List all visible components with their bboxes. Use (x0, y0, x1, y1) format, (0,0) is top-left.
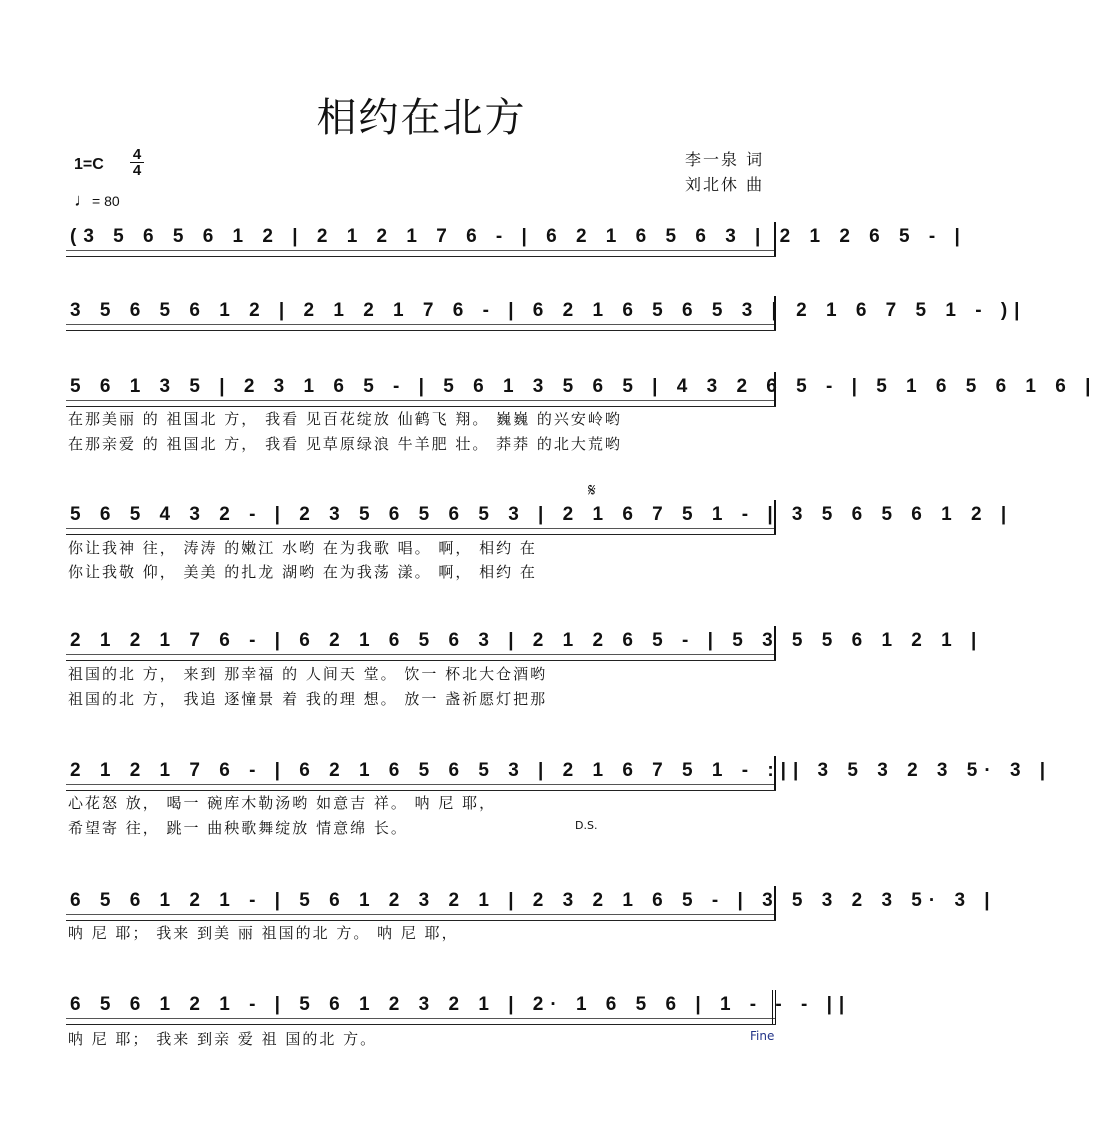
lyricist-credit: 李一泉 词 (685, 150, 765, 169)
tempo-marking (74, 190, 120, 211)
barline (774, 296, 776, 330)
composer-credit: 刘北休 曲 (685, 175, 765, 194)
lyric-line-6-verse-2: 希望寄 往， 跳一 曲秧歌舞绽放 情意绵 长。 (68, 819, 408, 837)
score-line-1 (66, 222, 967, 257)
notation: 6 5 6 1 2 1 - | 5 6 1 2 3 2 1 | 2· 1 6 5 6 | 1 - - - || (70, 994, 852, 1015)
fine-marking: Fine (750, 1029, 775, 1043)
barline (774, 626, 776, 660)
score-line-2 (66, 296, 1027, 331)
lyric-line-4-verse-2: 你让我敬 仰， 美美 的扎龙 湖哟 在为我荡 漾。 啊， 相约 在 (68, 563, 537, 581)
lyric-line-8: 呐 尼 耶； 我来 到亲 爱 祖 国的北 方。 (68, 1030, 378, 1048)
key-signature: 1=C (74, 156, 104, 173)
final-barline (772, 990, 776, 1024)
ds-marking: D.S. (575, 819, 598, 832)
time-signature (130, 147, 144, 178)
time-signature-bottom: 4 (132, 162, 142, 179)
notation: 2 1 2 1 7 6 - | 6 2 1 6 5 6 3 | 2 1 2 6 5 - | 5 3 5 5 6 1 2 1 | (70, 630, 984, 651)
barline (774, 756, 776, 790)
notation: 5 6 5 4 3 2 - | 2 3 5 6 5 6 5 3 | 2 1 6 7 5 1 - | 3 5 6 5 6 1 2 | (70, 504, 1014, 525)
lyric-line-3-verse-2: 在那亲爱 的 祖国北 方， 我看 见草原绿浪 牛羊肥 壮。 莽莽 的北大荒哟 (68, 435, 622, 453)
notation: 5 6 1 3 5 | 2 3 1 6 5 - | 5 6 1 3 5 6 5 | 4 3 2 6 5 - | 5 1 6 5 6 1 6 | (70, 376, 1097, 397)
lyric-line-5-verse-1: 祖国的北 方， 来到 那幸福 的 人间天 堂。 饮一 杯北大仓酒哟 (68, 665, 548, 683)
barline (774, 222, 776, 256)
score-line-3 (66, 372, 1097, 407)
lyric-line-4-verse-1: 你让我神 往， 涛涛 的嫩江 水哟 在为我歌 唱。 啊， 相约 在 (68, 539, 537, 557)
lyric-line-6-verse-1: 心花怒 放， 喝一 碗库木勒汤哟 如意吉 祥。 呐 尼 耶， (68, 794, 497, 812)
quarter-note-icon: ♩ (74, 190, 92, 210)
score-line-7 (66, 886, 997, 921)
notation: 3 5 6 5 6 1 2 | 2 1 2 1 7 6 - | 6 2 1 6 5 6 5 3 | 2 1 6 7 5 1 - )| (70, 300, 1027, 321)
notation: 2 1 2 1 7 6 - | 6 2 1 6 5 6 5 3 | 2 1 6 7 5 1 - :|| 3 5 3 2 3 5· 3 | (70, 760, 1053, 781)
lyric-line-7: 呐 尼 耶； 我来 到美 丽 祖国的北 方。 呐 尼 耶， (68, 924, 459, 942)
lyric-line-5-verse-2: 祖国的北 方， 我追 逐憧景 着 我的理 想。 放一 盏祈愿灯把那 (68, 690, 548, 708)
barline (774, 886, 776, 920)
lyric-line-3-verse-1: 在那美丽 的 祖国北 方， 我看 见百花绽放 仙鹤飞 翔。 巍巍 的兴安岭哟 (68, 410, 622, 428)
time-signature-top: 4 (130, 147, 144, 163)
score-line-5 (66, 626, 984, 661)
score-line-8 (66, 990, 852, 1025)
score-line-6 (66, 756, 1053, 791)
barline (774, 500, 776, 534)
segno-sign: 𝄋 (588, 480, 596, 501)
score-line-4 (66, 500, 1014, 535)
notation: (3 5 6 5 6 1 2 | 2 1 2 1 7 6 - | 6 2 1 6 5 6 3 | 2 1 2 6 5 - | (70, 226, 967, 247)
song-title: 相约在北方 (316, 95, 527, 141)
tempo-value: = 80 (92, 193, 120, 209)
notation: 6 5 6 1 2 1 - | 5 6 1 2 3 2 1 | 2 3 2 1 6 5 - | 3 5 3 2 3 5· 3 | (70, 890, 997, 911)
barline (774, 372, 776, 406)
